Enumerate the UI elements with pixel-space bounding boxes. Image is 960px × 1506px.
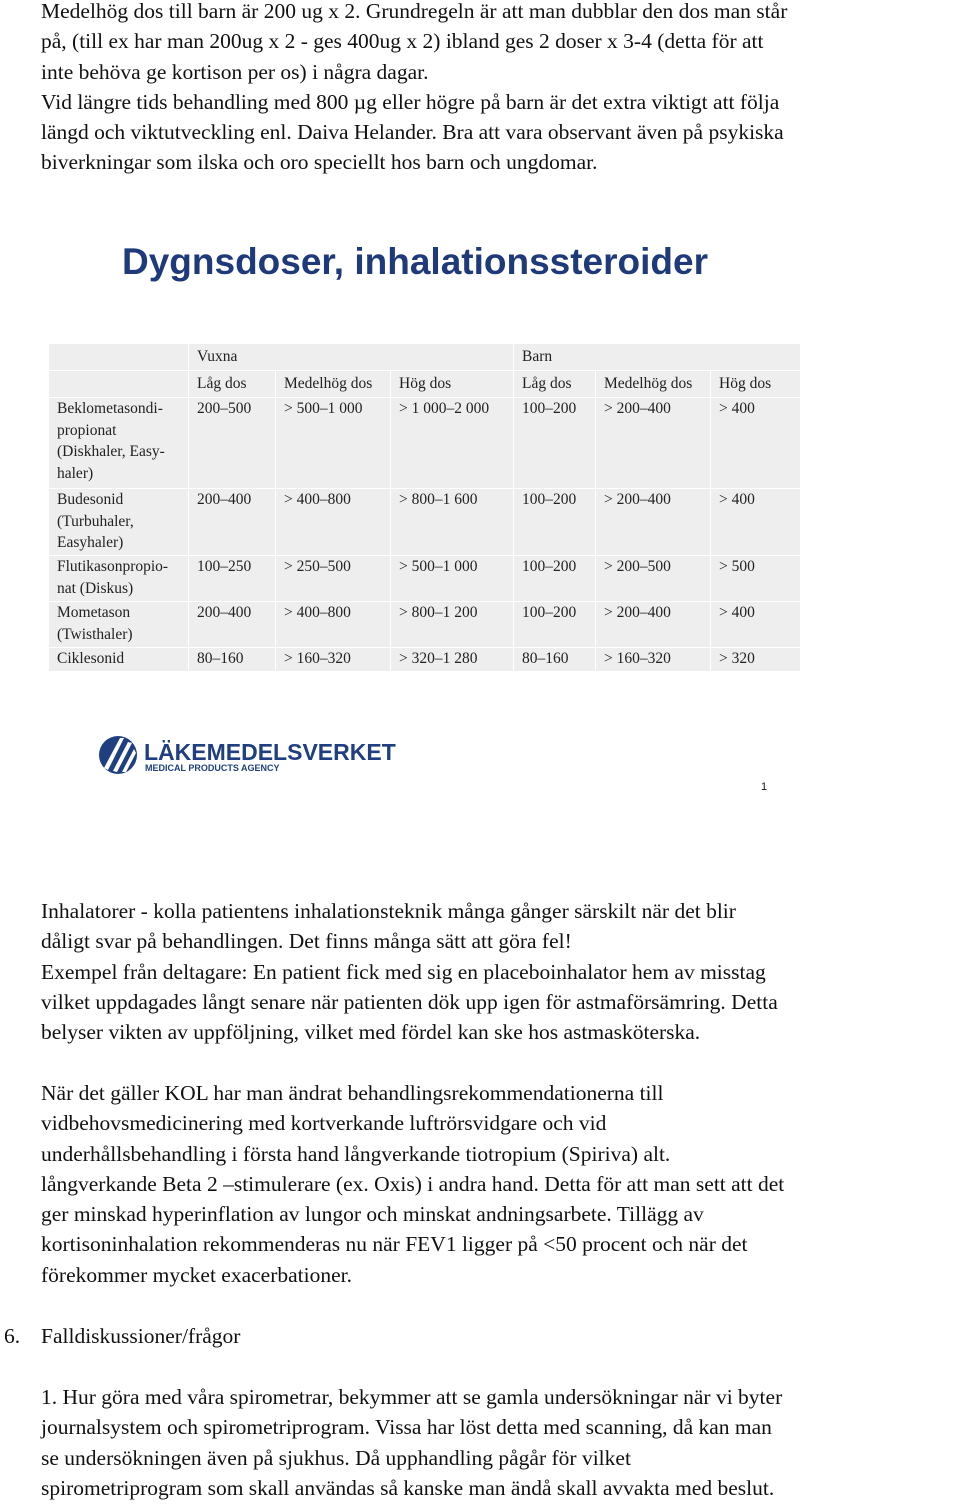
drug-name-line: Ciklesonid (57, 650, 125, 667)
inhalator-paragraph (41, 896, 956, 1047)
drug-name-cell (49, 398, 189, 489)
text-line: Exempel från deltagare: En patient fick med sig en placeboinhalator hem av misstag (41, 959, 766, 984)
table-row (49, 602, 801, 648)
dose-cell: 100–200 (514, 602, 596, 648)
drug-name-line: propionat (57, 421, 117, 439)
text-line: vilket uppdagades långt senare när patienten dök upp igen för astmaförsämring. Detta (41, 989, 778, 1014)
dose-cell: 80–160 (514, 648, 596, 672)
table-row (49, 648, 801, 672)
dose-cell: > 800–1 600 (391, 489, 514, 556)
text-line: Inhalatorer - kolla patientens inhalationsteknik många gånger särskilt när det blir (41, 899, 736, 923)
text-line: spirometriprogram som skall användas så kanske man ändå skall avvakta med beslut. (41, 1475, 775, 1500)
dose-cell: 100–250 (189, 556, 276, 602)
dose-cell: 200–500 (189, 398, 276, 489)
logo-subtitle: MEDICAL PRODUCTS AGENCY (145, 763, 280, 773)
dose-cell: > 500 (711, 556, 801, 602)
text-line: Vid längre tids behandling med 800 µg eller högre på barn är det extra viktigt att följa (41, 89, 780, 114)
dose-cell: 200–400 (189, 602, 276, 648)
text-line: långverkande Beta 2 –stimulerare (ex. Oxis) i andra hand. Detta för att man sett att det (41, 1171, 785, 1196)
table-group-header-row (49, 344, 801, 371)
dose-cell: 80–160 (189, 648, 276, 672)
text-line: på, (till ex har man 200ug x 2 - ges 400ug x 2) ibland ges 2 doser x 3-4 (detta för att (41, 29, 764, 54)
text-line: underhållsbehandling i första hand långverkande tiotropium (Spiriva) alt. (41, 1141, 671, 1166)
dose-cell: 100–200 (514, 556, 596, 602)
dose-cell: > 200–500 (596, 556, 711, 602)
slide-title: Dygnsdoser, inhalationssteroider (122, 241, 708, 282)
text-line: längd och viktutveckling enl. Daiva Helander. Bra att vara observant även på psykiska (41, 120, 784, 145)
text-line: dåligt svar på behandlingen. Det finns många sätt att göra fel! (41, 929, 572, 954)
table-row (49, 556, 801, 602)
dose-cell: > 800–1 200 (391, 602, 514, 648)
logo-emblem-icon (99, 736, 137, 774)
drug-name-line: nat (Diskus) (57, 579, 134, 597)
drug-name-cell (49, 602, 189, 648)
text-line: förekommer mycket exacerbationer. (41, 1262, 353, 1287)
text-line: Medelhög dos till barn är 200 ug x 2. Grundregeln är att man dubblar den dos man står (41, 0, 788, 23)
drug-name-line: Mometason (57, 604, 131, 621)
column-header: Hög dos (391, 371, 514, 398)
column-header: Låg dos (189, 371, 276, 398)
slide-page-number: 1 (761, 781, 768, 793)
dose-cell: > 250–500 (276, 556, 391, 602)
dose-cell: > 400 (711, 398, 801, 489)
kol-paragraph (41, 1078, 956, 1290)
dose-cell: > 500–1 000 (276, 398, 391, 489)
text-line: När det gäller KOL har man ändrat behandlingsrekommendationerna till (41, 1081, 664, 1105)
drug-name-line: Flutikasonpropio- (57, 558, 169, 575)
dose-cell: 100–200 (514, 398, 596, 489)
group-header-adults: Vuxna (189, 344, 514, 371)
drug-name-line: (Diskhaler, Easy- (57, 443, 165, 460)
dose-cell: > 400–800 (276, 602, 391, 648)
text-line: belyser vikten av uppföljning, vilket med fördel kan ske hos astmasköterska. (41, 1020, 701, 1045)
question-paragraph (41, 1382, 956, 1503)
dose-cell: 100–200 (514, 489, 596, 556)
text-line: kortisoninhalation rekommenderas nu när FEV1 ligger på <50 procent och när det (41, 1232, 748, 1257)
table-row (49, 398, 801, 489)
text-line: vidbehovsmedicinering med kortverkande luftrörsvidgare och vid (41, 1111, 607, 1136)
drug-name-line: haler) (57, 464, 94, 482)
text-line: inte behöva ge kortison per os) i några dagar. (41, 59, 429, 84)
text-line: ger minskad hyperinflation av lungor och minskat andningsarbete. Tillägg av (41, 1202, 704, 1227)
dose-cell: > 320–1 280 (391, 648, 514, 672)
drug-name-cell (49, 648, 189, 672)
column-header: Medelhög dos (276, 371, 391, 398)
text-line: 1. Hur göra med våra spirometrar, bekymmer att se gamla undersökningar när vi byter (41, 1385, 783, 1409)
dose-cell: > 160–320 (596, 648, 711, 672)
drug-name-line: Budesonid (57, 491, 124, 508)
section-number: 6. (4, 1324, 21, 1348)
table-sub-header-row (49, 371, 801, 398)
lakemedelsverket-logo (98, 734, 396, 778)
dose-cell: > 400 (711, 602, 801, 648)
dose-cell: > 400–800 (276, 489, 391, 556)
drug-name-line: Easyhaler) (57, 534, 124, 551)
dose-cell: > 200–400 (596, 489, 711, 556)
dose-cell: > 1 000–2 000 (391, 398, 514, 489)
text-line: se undersökningen även på sjukhus. Då upphandling pågår för vilket (41, 1445, 631, 1470)
dose-cell: > 200–400 (596, 602, 711, 648)
dose-cell: > 320 (711, 648, 801, 672)
group-header-children: Barn (514, 344, 801, 371)
dose-cell: > 400 (711, 489, 801, 556)
column-header: Hög dos (711, 371, 801, 398)
drug-name-cell (49, 489, 189, 556)
dose-cell: > 200–400 (596, 398, 711, 489)
dose-cell: 200–400 (189, 489, 276, 556)
table-row (49, 489, 801, 556)
table-corner-cell (49, 344, 189, 371)
drug-name-cell (49, 556, 189, 602)
column-header: Låg dos (514, 371, 596, 398)
table-corner-cell (49, 371, 189, 398)
dose-cell: > 160–320 (276, 648, 391, 672)
dose-table (48, 343, 800, 668)
drug-name-line: (Twisthaler) (57, 625, 133, 643)
logo-name: LÄKEMEDELSVERKET (144, 739, 396, 765)
dose-cell: > 500–1 000 (391, 556, 514, 602)
text-line: journalsystem och spirometriprogram. Vissa har löst detta med scanning, då kan man (41, 1415, 772, 1440)
intro-paragraph (41, 0, 956, 178)
drug-name-line: (Turbuhaler, (57, 512, 134, 530)
drug-name-line: Beklometasondi- (57, 400, 163, 417)
column-header: Medelhög dos (596, 371, 711, 398)
text-line: biverkningar som ilska och oro speciellt hos barn och ungdomar. (41, 150, 598, 175)
section-title: Falldiskussioner/frågor (41, 1324, 241, 1348)
